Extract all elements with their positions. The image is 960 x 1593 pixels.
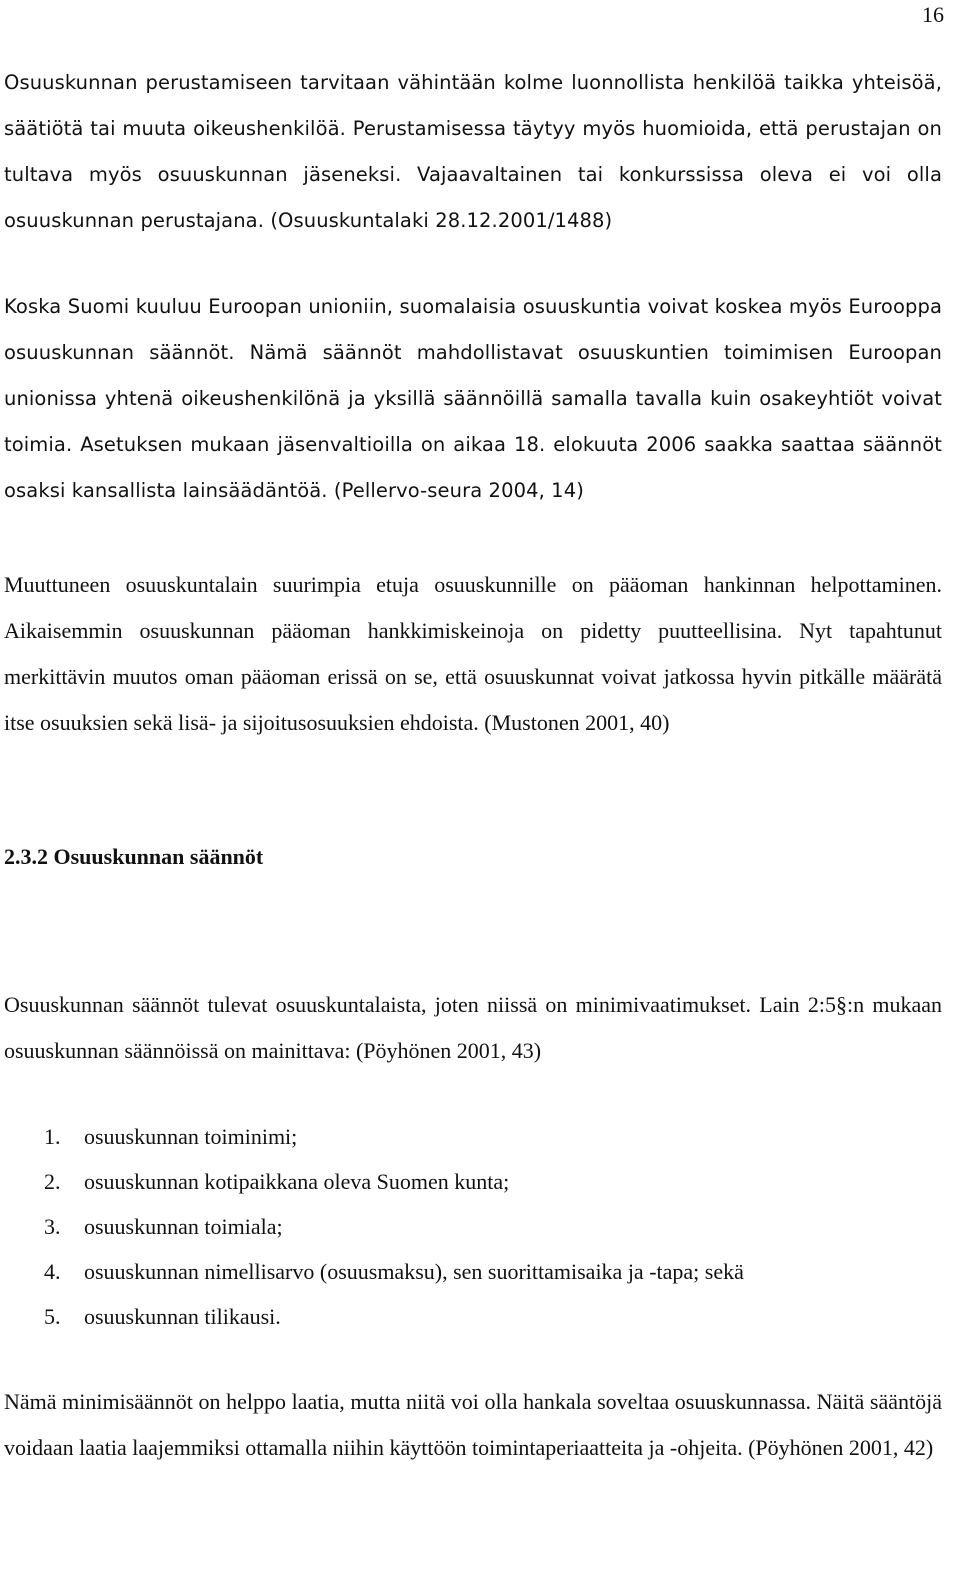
list-item-number: 4. xyxy=(44,1259,61,1284)
list-item-text: osuuskunnan toiminimi; xyxy=(84,1124,298,1149)
list-item xyxy=(4,1204,942,1249)
list-item-number: 2. xyxy=(44,1169,61,1194)
section-heading: 2.3.2 Osuuskunnan säännöt xyxy=(4,844,264,869)
list-item-number: 3. xyxy=(44,1214,61,1239)
paragraph-founding: Osuuskunnan perustamiseen tarvitaan vähintään kolme luonnollista henkilöä taikka yhteisöä, säätiötä tai muuta oikeushenkilöä. Perustamisessa täytyy myös huomioida, että perustajan on tultava myös osuuskunnan jäseneksi. Vajaavaltainen tai konkurssissa oleva ei voi olla osuuskunnan perustajana. (Osuuskuntalaki 28.12.2001/1488) xyxy=(4,71,942,232)
list-item-text: osuuskunnan tilikausi. xyxy=(84,1304,281,1329)
list-item-text: osuuskunnan nimellisarvo (osuusmaksu), sen suorittamisaika ja -tapa; sekä xyxy=(84,1259,744,1284)
list-item-text: osuuskunnan kotipaikkana oleva Suomen kunta; xyxy=(84,1169,510,1194)
paragraph-eu-rules: Koska Suomi kuuluu Euroopan unioniin, suomalaisia osuuskuntia voivat koskea myös Eurooppa osuuskunnan säännöt. Nämä säännöt mahdollistavat osuuskuntien toimimisen Euroopan unionissa yhtenä oikeushenkilönä ja yksillä säännöillä samalla tavalla kuin osakeyhtiöt voivat toimia. Asetuksen mukaan jäsenvaltioilla on aikaa 18. elokuuta 2006 saakka saattaa säännöt osaksi kansallista lainsäädäntöä. (Pellervo-seura 2004, 14) xyxy=(4,295,942,502)
list-item-number: 1. xyxy=(44,1124,61,1149)
list-item xyxy=(4,1159,942,1204)
list-item-number: 5. xyxy=(44,1304,61,1329)
list-item xyxy=(4,1294,942,1339)
paragraph-closing: Nämä minimisäännöt on helppo laatia, mutta niitä voi olla hankala soveltaa osuuskunnassa. Näitä sääntöjä voidaan laatia laajemmiksi ottamalla niihin käyttöön toimintaperiaatteita ja -ohjeita. (Pöyhönen 2001, 42) xyxy=(4,1389,942,1460)
page-number: 16 xyxy=(922,2,944,27)
document-body xyxy=(4,60,942,1471)
list-item-text: osuuskunnan toimiala; xyxy=(84,1214,283,1239)
list-item xyxy=(4,1249,942,1294)
paragraph-capital: Muuttuneen osuuskuntalain suurimpia etuja osuuskunnille on pääoman hankinnan helpottaminen. Aikaisemmin osuuskunnan pääoman hankkimiskeinoja on pidetty puutteellisina. Nyt tapahtunut merkittävin muutos oman pääoman erissä on se, että osuuskunnat voivat jatkossa hyvin pitkälle määrätä itse osuuksien sekä lisä- ja sijoitusosuuksien ehdoista. (Mustonen 2001, 40) xyxy=(4,572,942,735)
section-intro: Osuuskunnan säännöt tulevat osuuskuntalaista, joten niissä on minimivaatimukset. Lain 2:5§:n mukaan osuuskunnan säännöissä on mainittava: (Pöyhönen 2001, 43) xyxy=(4,992,942,1063)
rules-list xyxy=(4,1114,942,1339)
list-item xyxy=(4,1114,942,1159)
